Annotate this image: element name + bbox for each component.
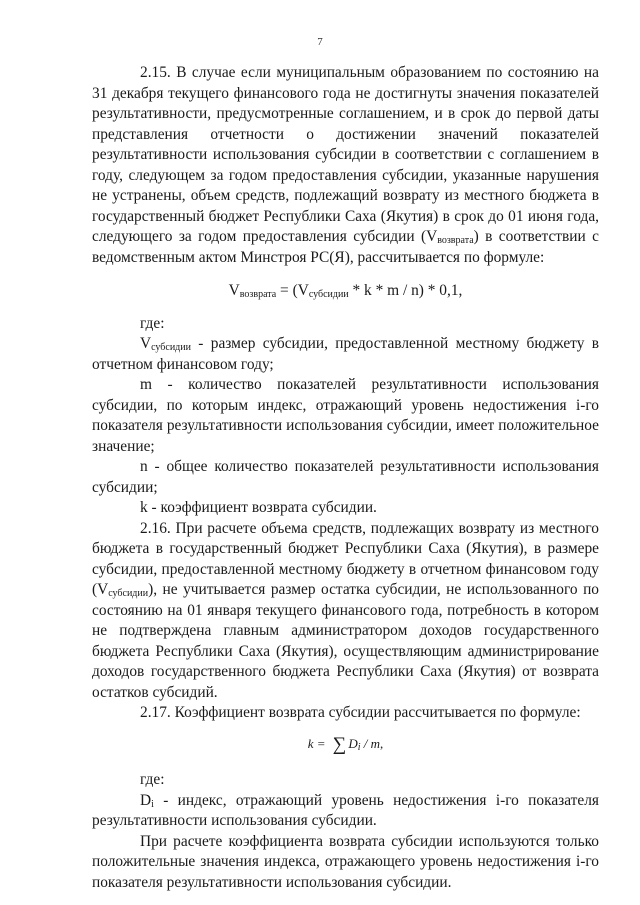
- definition-v: [92, 334, 599, 375]
- paragraph-final: При расчете коэффициента возврата субсидии используются только положительные значения индекса, отражающего уровень недостижения i-го показателя результативности использования субсидии.: [92, 832, 599, 891]
- definition-n: n - общее количество показателей результативности использования субсидии;: [92, 458, 599, 496]
- page-number: 7: [317, 36, 323, 48]
- subscript: субсидии: [151, 342, 191, 353]
- formula-text: / m: [360, 735, 380, 751]
- definition-d: [92, 791, 599, 832]
- definition-m: m - количество показателей результативности использования субсидии, по которым индекс, отражающий уровень недостижения i-го показателя результативности использования субсидии, имеет положительное значение;: [92, 376, 599, 455]
- formula-text: = (V: [276, 282, 309, 299]
- formula-text: k =: [307, 735, 329, 751]
- where-label: где:: [140, 314, 165, 332]
- definition-text: - размер субсидии, предоставленной местному бюджету в отчетном финансовом году;: [92, 335, 599, 373]
- formula-refund-volume: [92, 281, 599, 302]
- formula-coefficient: [92, 734, 599, 756]
- formula-text: * k * m / n) * 0,1,: [348, 282, 463, 299]
- sum-symbol: ∑: [332, 733, 347, 755]
- subscript: субсидии: [108, 588, 149, 599]
- formula-symbol: D: [348, 735, 358, 751]
- subscript: возврата: [437, 235, 474, 246]
- subscript: i: [357, 741, 361, 753]
- document-body: [92, 63, 599, 893]
- subscript: возврата: [239, 289, 277, 300]
- formula-text: ,: [380, 735, 384, 751]
- formula-symbol: V: [140, 335, 152, 352]
- subscript: i: [151, 798, 154, 810]
- formula-symbol: D: [140, 791, 152, 809]
- paragraph-2-17: 2.17. Коэффициент возврата субсидии рассчитывается по формуле:: [140, 704, 581, 721]
- subscript: субсидии: [308, 289, 349, 300]
- paragraph-2-15: [92, 63, 599, 268]
- paragraph-text: 2.16. При расчете объема средств, подлежащих возврату из местного бюджета в государственный бюджет Республики Саха (Якутия), в размере субсидии, предоставленной местному бюджету в отчетном финансовом году (V: [92, 519, 599, 598]
- definition-text: - индекс, отражающий уровень недостижения i-го показателя результативности использования субсидии.: [92, 791, 599, 829]
- definition-k: k - коэффициент возврата субсидии.: [140, 499, 377, 516]
- paragraph-text: 2.15. В случае если муниципальным образованием по состоянию на 31 декабря текущего финансового года не достигнуты значения показателей результативности, предусмотренные соглашением, и в срок до первой даты представления отчетности о достижении значений показателей результативности использования субсидии в соответствии с соглашением в году, следующем за годом предоставления субсидии, указанные нарушения не устранены, объем средств, подлежащий возврату из местного бюджета в государственный бюджет Республики Саха (Якутия) в срок до 01 июня года, следующего за годом предоставления субсидии (V: [92, 64, 599, 245]
- where-label: где:: [140, 771, 165, 788]
- paragraph-text: ), не учитывается размер остатка субсидии, не использованного по состоянию на 01 января текущего финансового года, потребность в котором не подтверждена главным администратором доходов государственного бюджета Республики Саха (Якутия), осуществляющим администрирование доходов государственного бюджета Республики Саха (Якутия) от возврата остатков субсидий.: [92, 581, 599, 701]
- paragraph-2-16: [92, 519, 599, 704]
- paragraph-text: ) в соответствии с ведомственным актом Минстроя РС(Я), рассчитывается по формуле:: [92, 228, 599, 266]
- formula-symbol: V: [228, 282, 240, 299]
